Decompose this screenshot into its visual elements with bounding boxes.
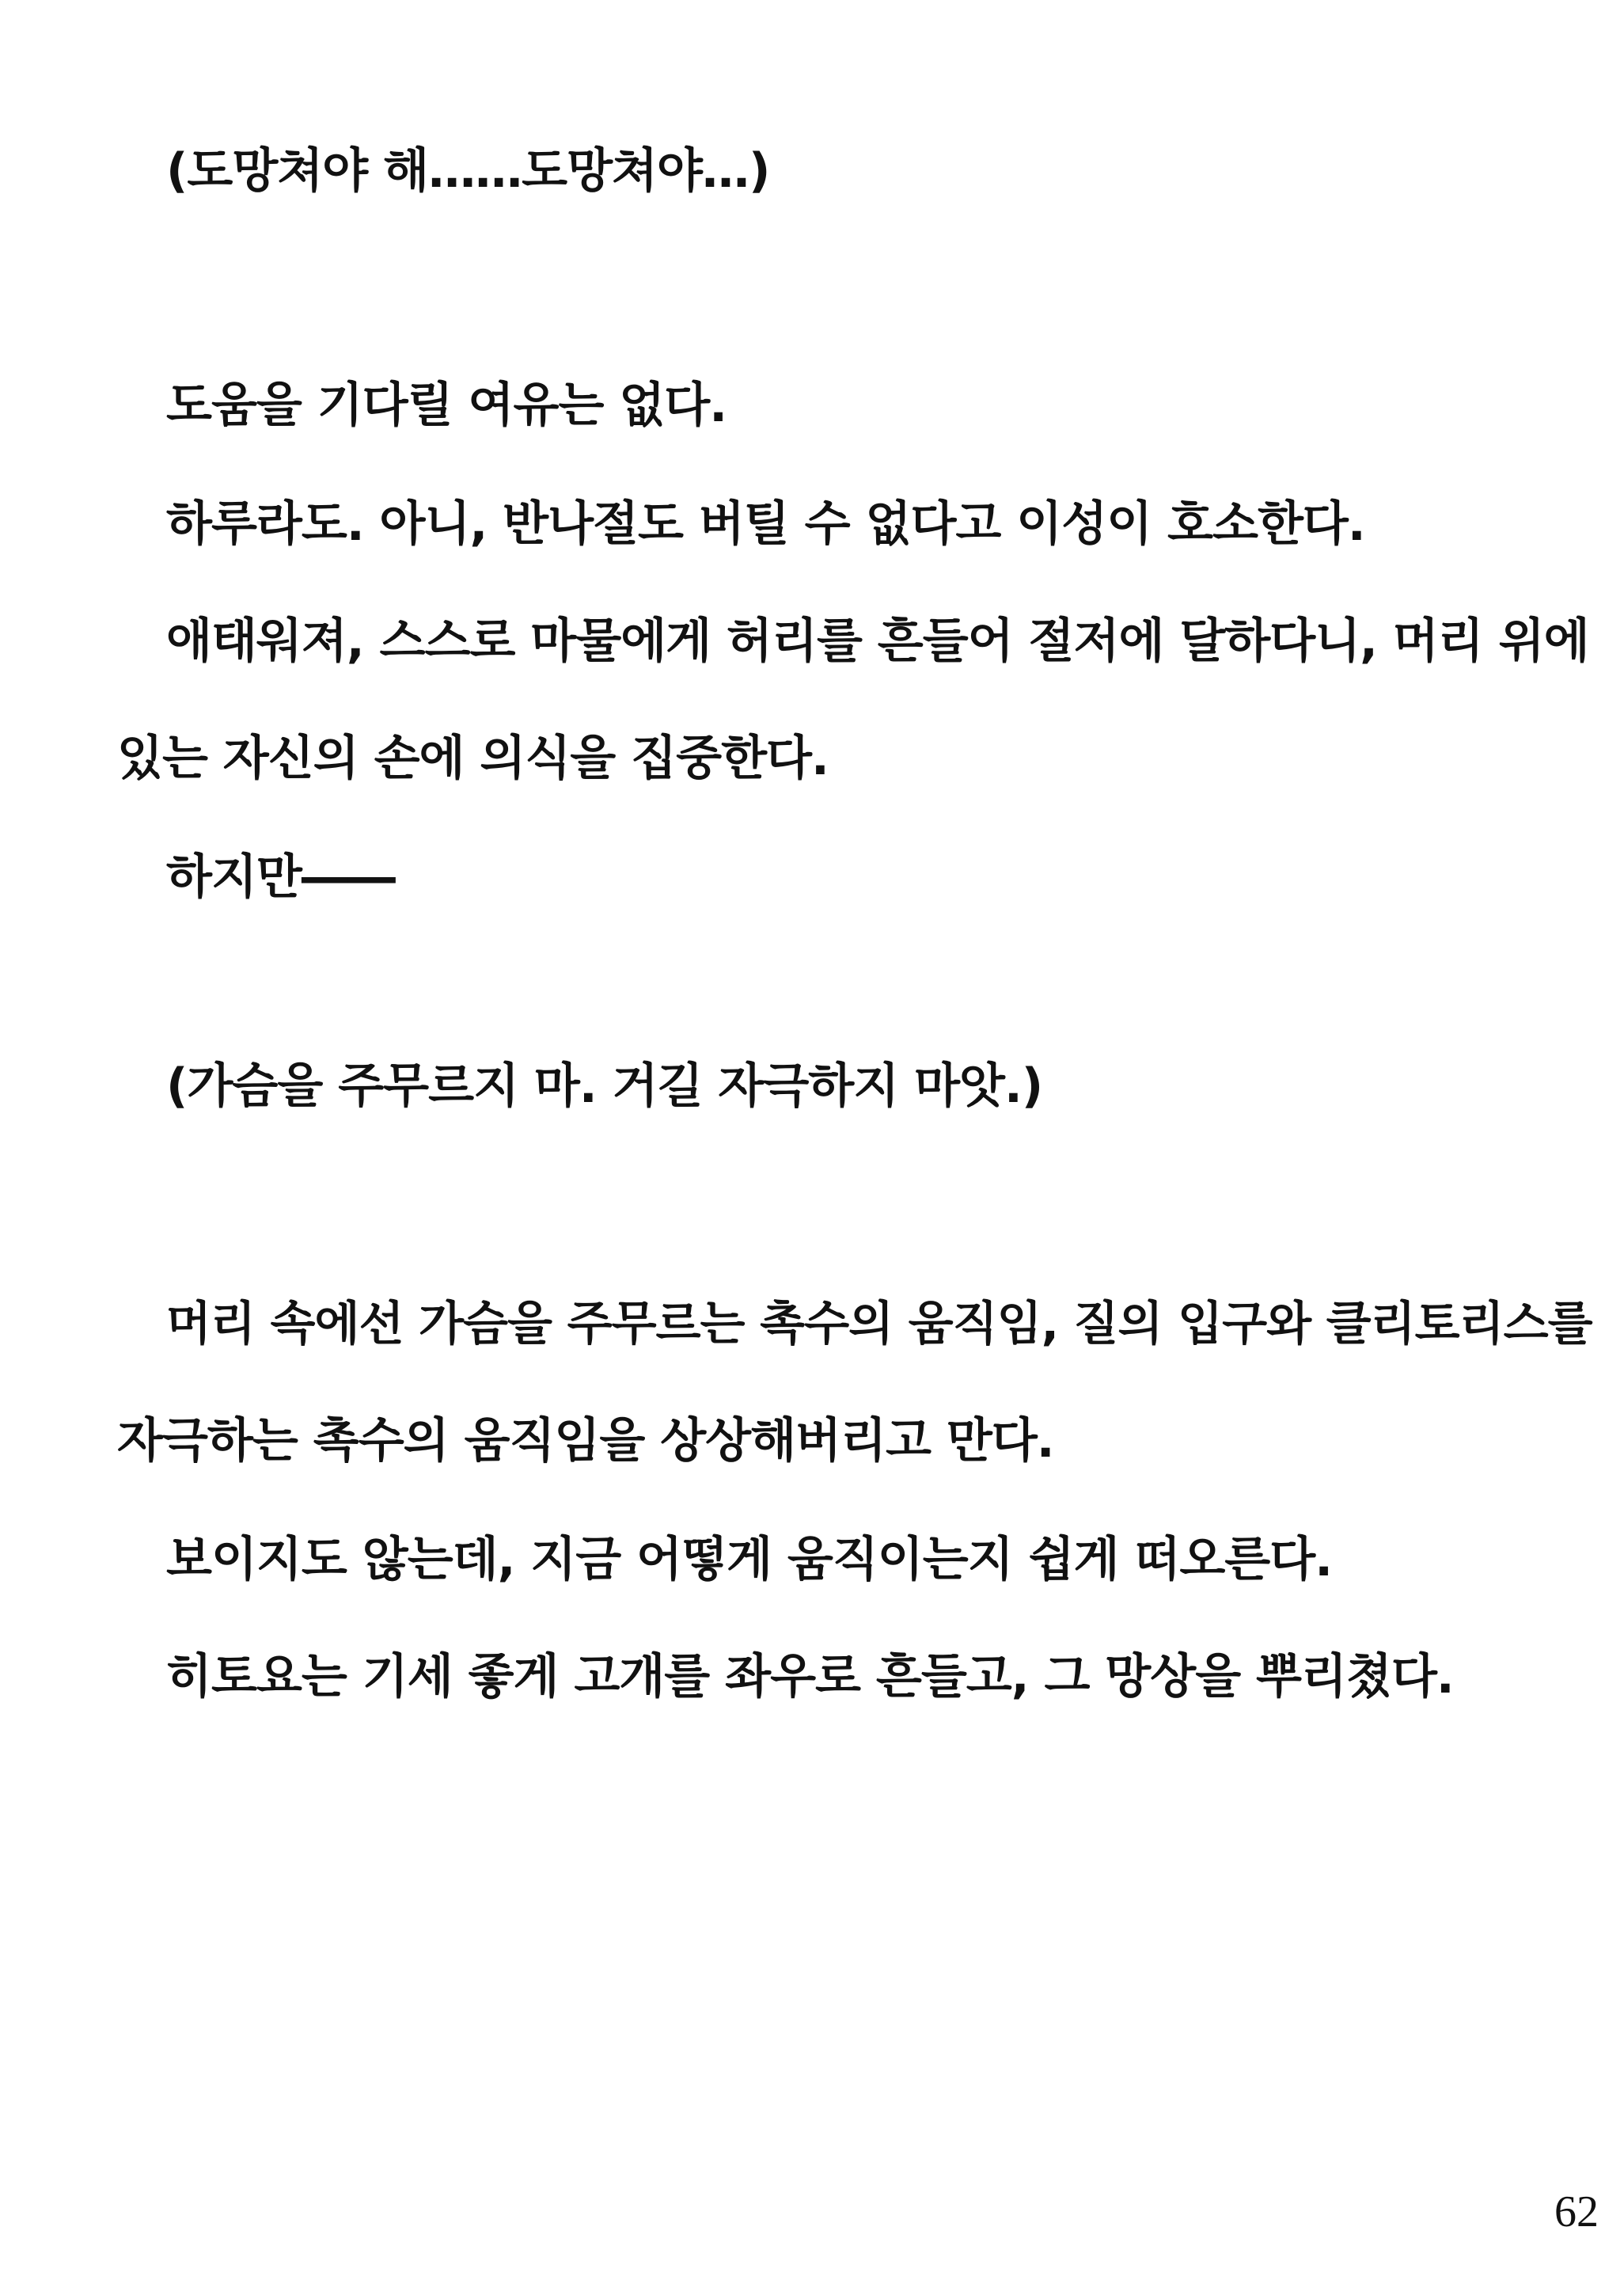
text-line-4: 애태워져, 스스로 마물에게 허리를 흔들어 절저에 달하다니, 머리 위에: [166, 614, 1589, 669]
text-line-2: 도움을 기다릴 여유는 없다.: [166, 378, 727, 433]
text-line-11: 히토요는 기세 좋게 고개를 좌우로 흔들고, 그 망상을 뿌리쳤다.: [166, 1649, 1454, 1704]
text-line-1: (도망쳐야 해……도망쳐야…): [166, 143, 770, 199]
text-line-6: 하지만――: [166, 849, 395, 905]
text-line-3: 하루라도. 아니, 반나절도 버틸 수 없다고 이성이 호소한다.: [166, 496, 1365, 552]
page-number: 62: [1554, 2187, 1599, 2236]
text-line-9: 자극하는 촉수의 움직임을 상상해버리고 만다.: [117, 1413, 1054, 1469]
text-line-5: 있는 자신의 손에 의식을 집중한다.: [117, 731, 829, 786]
text-line-10: 보이지도 않는데, 지금 어떻게 움직이는지 쉽게 떠오른다.: [166, 1532, 1332, 1587]
text-line-8: 머리 속에선 가슴을 주무르는 촉수의 움직임, 질의 입구와 클리토리스를: [166, 1296, 1592, 1351]
text-line-7: (가슴을 주무르지 마. 거길 자극하지 마앗.): [166, 1058, 1043, 1114]
